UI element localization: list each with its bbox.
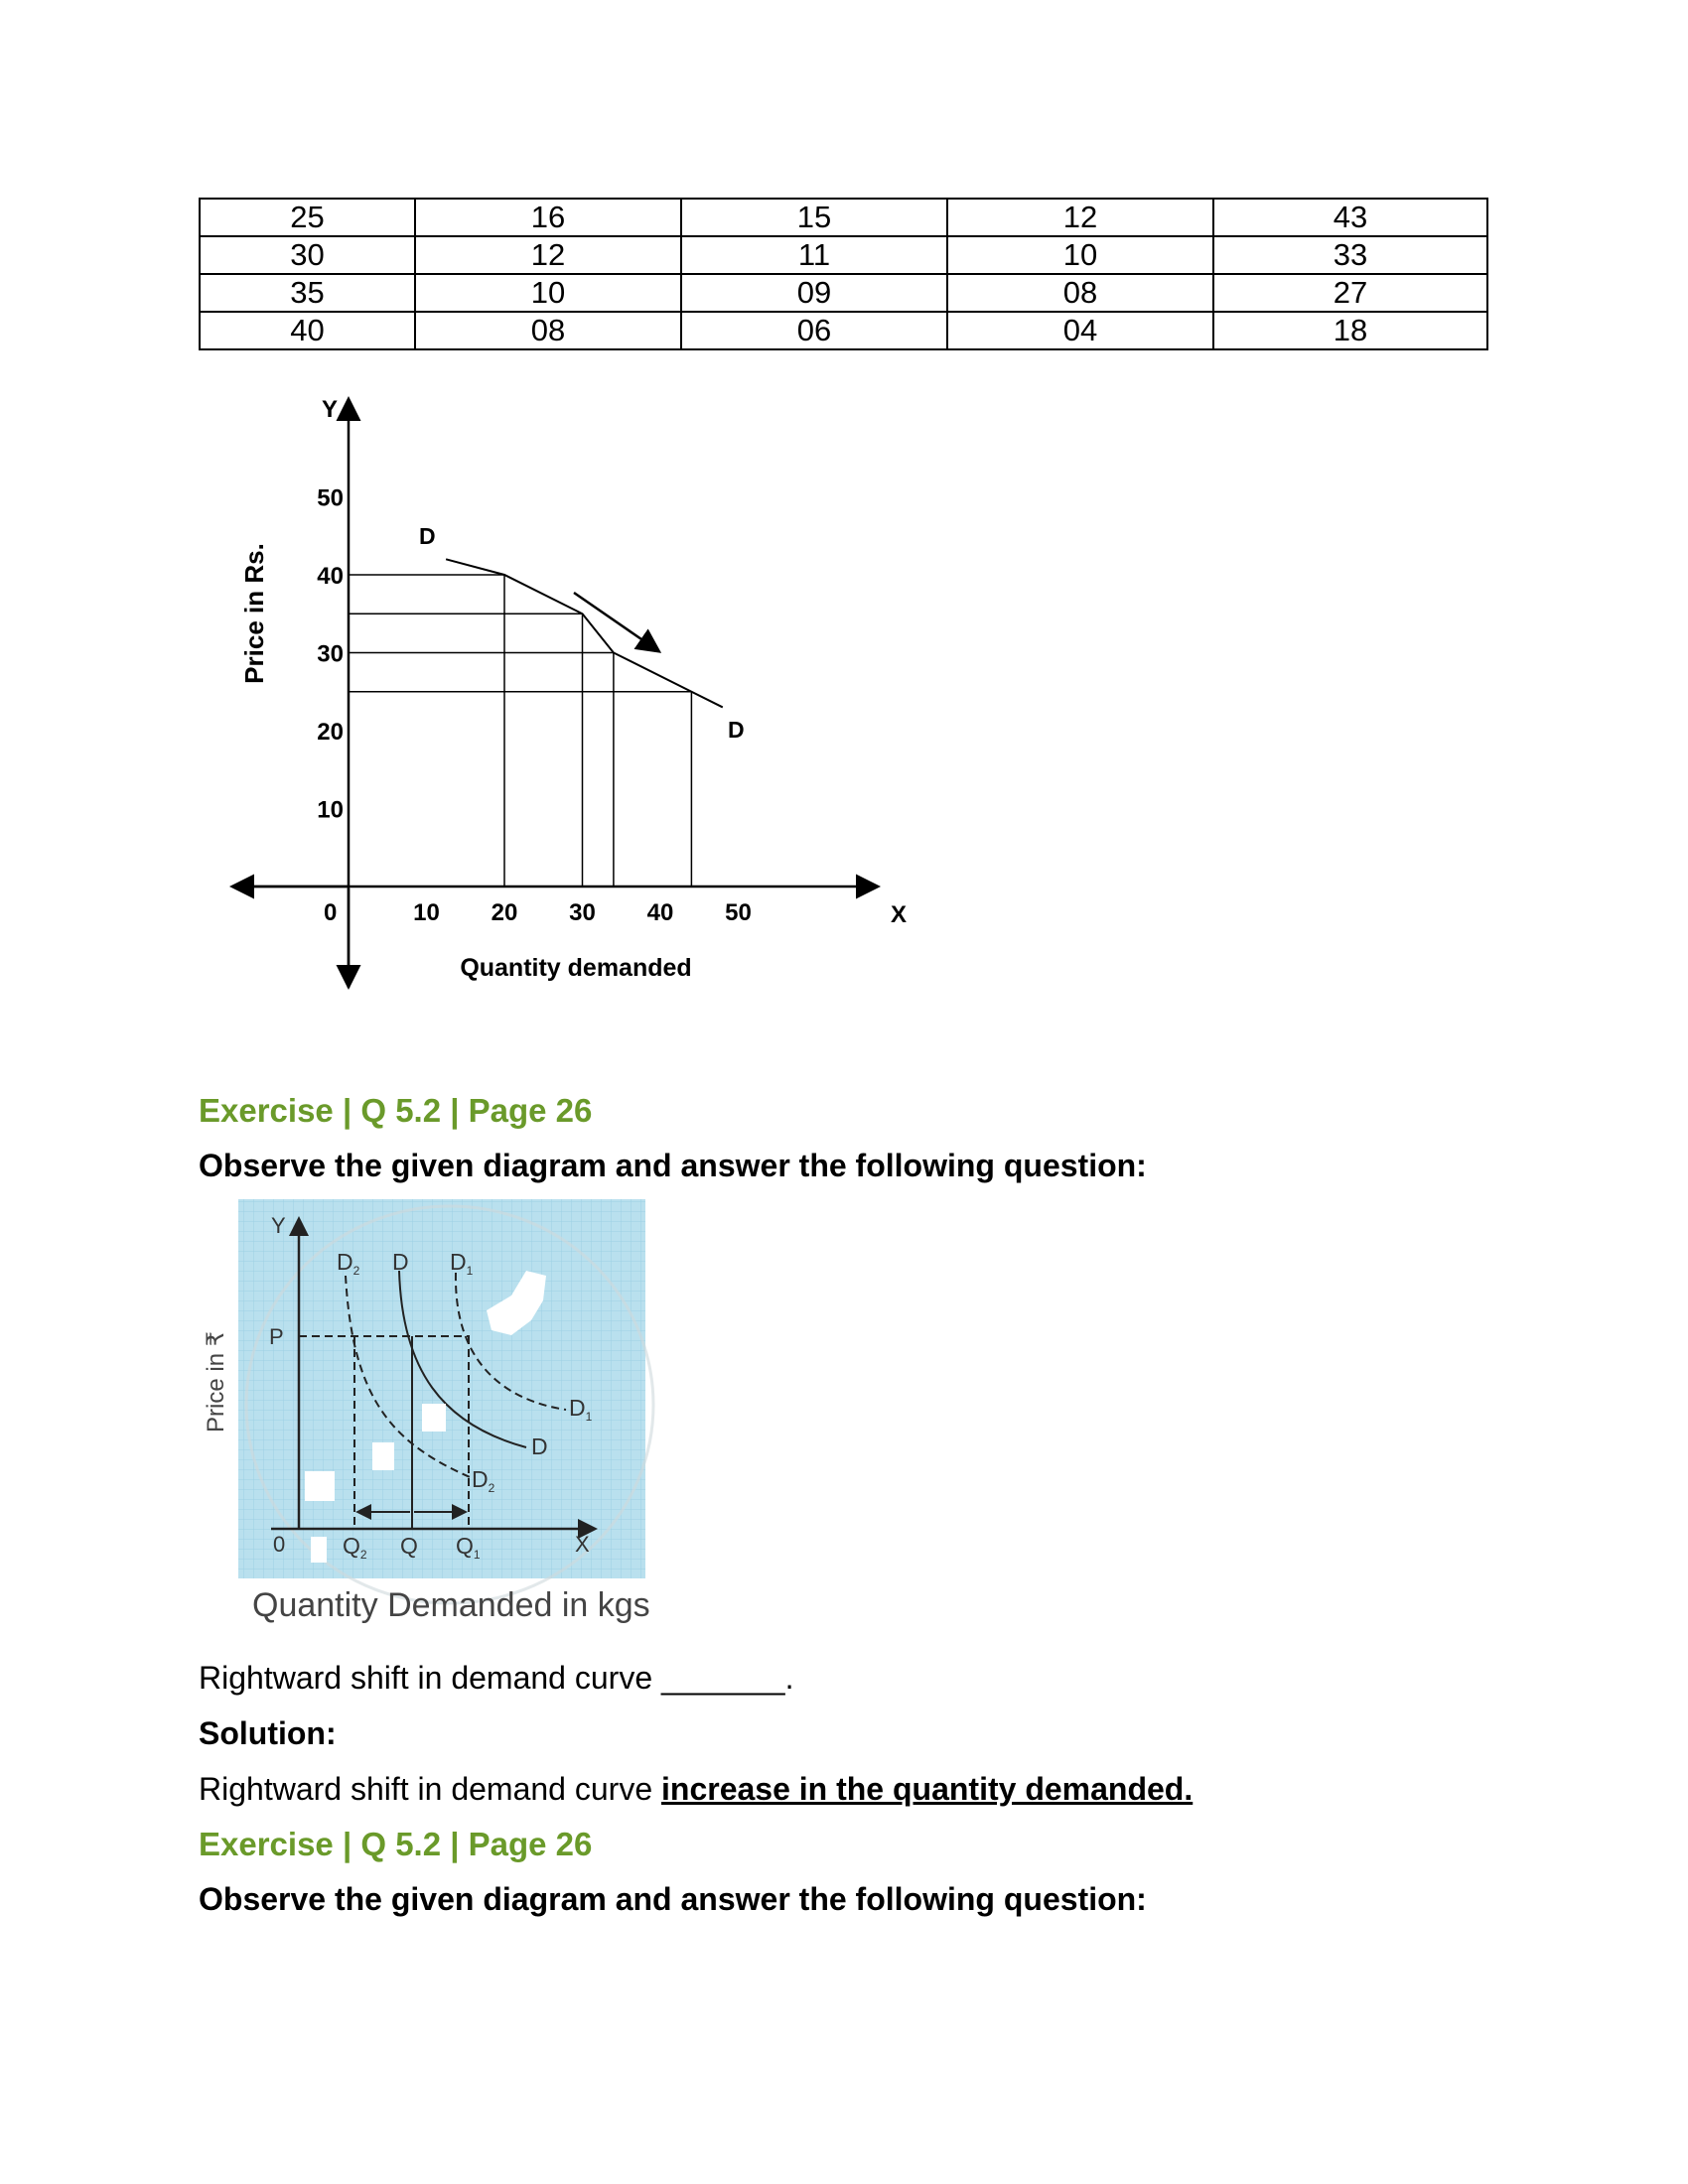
question-text: Observe the given diagram and answer the following question: [199,1148,1147,1183]
table-cell: 16 [415,199,681,236]
d2-origin: 0 [273,1532,286,1557]
table-cell: 18 [1213,312,1487,349]
table-cell: 25 [200,199,415,236]
table-cell: 06 [681,312,947,349]
white-blob [422,1404,446,1432]
origin-label: 0 [324,899,338,926]
x-tick-labels [413,899,752,926]
x-tick-label: 30 [569,899,596,926]
y-axis-letter: Y [322,396,339,423]
table-cell: 40 [200,312,415,349]
fill-blank-prompt: Rightward shift in demand curve _______. [199,1660,794,1696]
white-blob [311,1537,327,1563]
table-cell: 12 [947,199,1213,236]
demand-curve-chart [0,0,1688,1072]
q1-label: $Q_1$ [456,1533,481,1562]
d1-label-top: $D_1$ [450,1249,474,1278]
d-label-top: D [392,1249,409,1275]
demand-shift-diagram [194,1191,670,1628]
exercise-heading: Exercise | Q 5.2 | Page 26 [199,1092,593,1129]
curve-label-bottom: D [728,717,745,743]
y-tick-label: 50 [317,484,344,512]
exercise-heading: Exercise | Q 5.2 | Page 26 [199,1826,593,1862]
q-label: Q [400,1533,418,1559]
table-cell: 30 [200,236,415,274]
x-axis-label: Quantity demanded [460,954,692,982]
table-cell: 04 [947,312,1213,349]
table-cell: 27 [1213,274,1487,312]
y-tick-labels [317,485,344,824]
q2-label: $Q_2$ [343,1533,367,1562]
curve-label-top: D [419,523,436,549]
solution-answer [199,1771,1193,1808]
x-tick-label: 50 [725,899,752,926]
x-tick-label: 10 [413,899,440,926]
x-axis-letter: X [891,901,908,928]
table-cell: 15 [681,199,947,236]
answer-text: increase in the quantity demanded. [661,1771,1194,1807]
table-cell: 08 [947,274,1213,312]
table-cell: 43 [1213,199,1487,236]
table-cell: 11 [681,236,947,274]
table-cell: 35 [200,274,415,312]
question-text: Observe the given diagram and answer the following question: [199,1881,1147,1917]
x-tick-label: 40 [646,899,674,926]
d1-label-end: $D_1$ [569,1395,593,1424]
d2-y-letter: Y [271,1213,286,1238]
solution-label: Solution: [199,1715,337,1751]
chart-guide-lines [349,575,691,887]
white-blob [372,1442,394,1470]
y-tick-label: 10 [317,796,344,824]
answer-prefix: Rightward shift in demand curve [199,1771,661,1807]
d2-x-axis-label: Quantity Demanded in kgs [252,1586,650,1624]
d2-x-letter: X [575,1532,590,1557]
y-tick-label: 30 [317,640,344,668]
demand-curve-line [446,559,723,707]
table-cell: 33 [1213,236,1487,274]
y-axis-label: Price in Rs. [239,543,269,684]
price-label: P [269,1324,284,1349]
movement-arrow [574,593,657,650]
table-cell: 08 [415,312,681,349]
y-tick-label: 40 [317,563,344,590]
table-cell: 10 [947,236,1213,274]
table-cell: 09 [681,274,947,312]
table-cell: 10 [415,274,681,312]
d2-label-end: $D_2$ [472,1466,495,1495]
x-tick-label: 20 [491,899,518,926]
d-label-end: D [531,1433,548,1459]
d2-label-top: $D_2$ [337,1249,360,1278]
d2-y-axis-label: Price in ₹ [203,1331,229,1433]
table-cell: 12 [415,236,681,274]
white-blob [305,1471,335,1501]
y-tick-label: 20 [317,719,344,746]
